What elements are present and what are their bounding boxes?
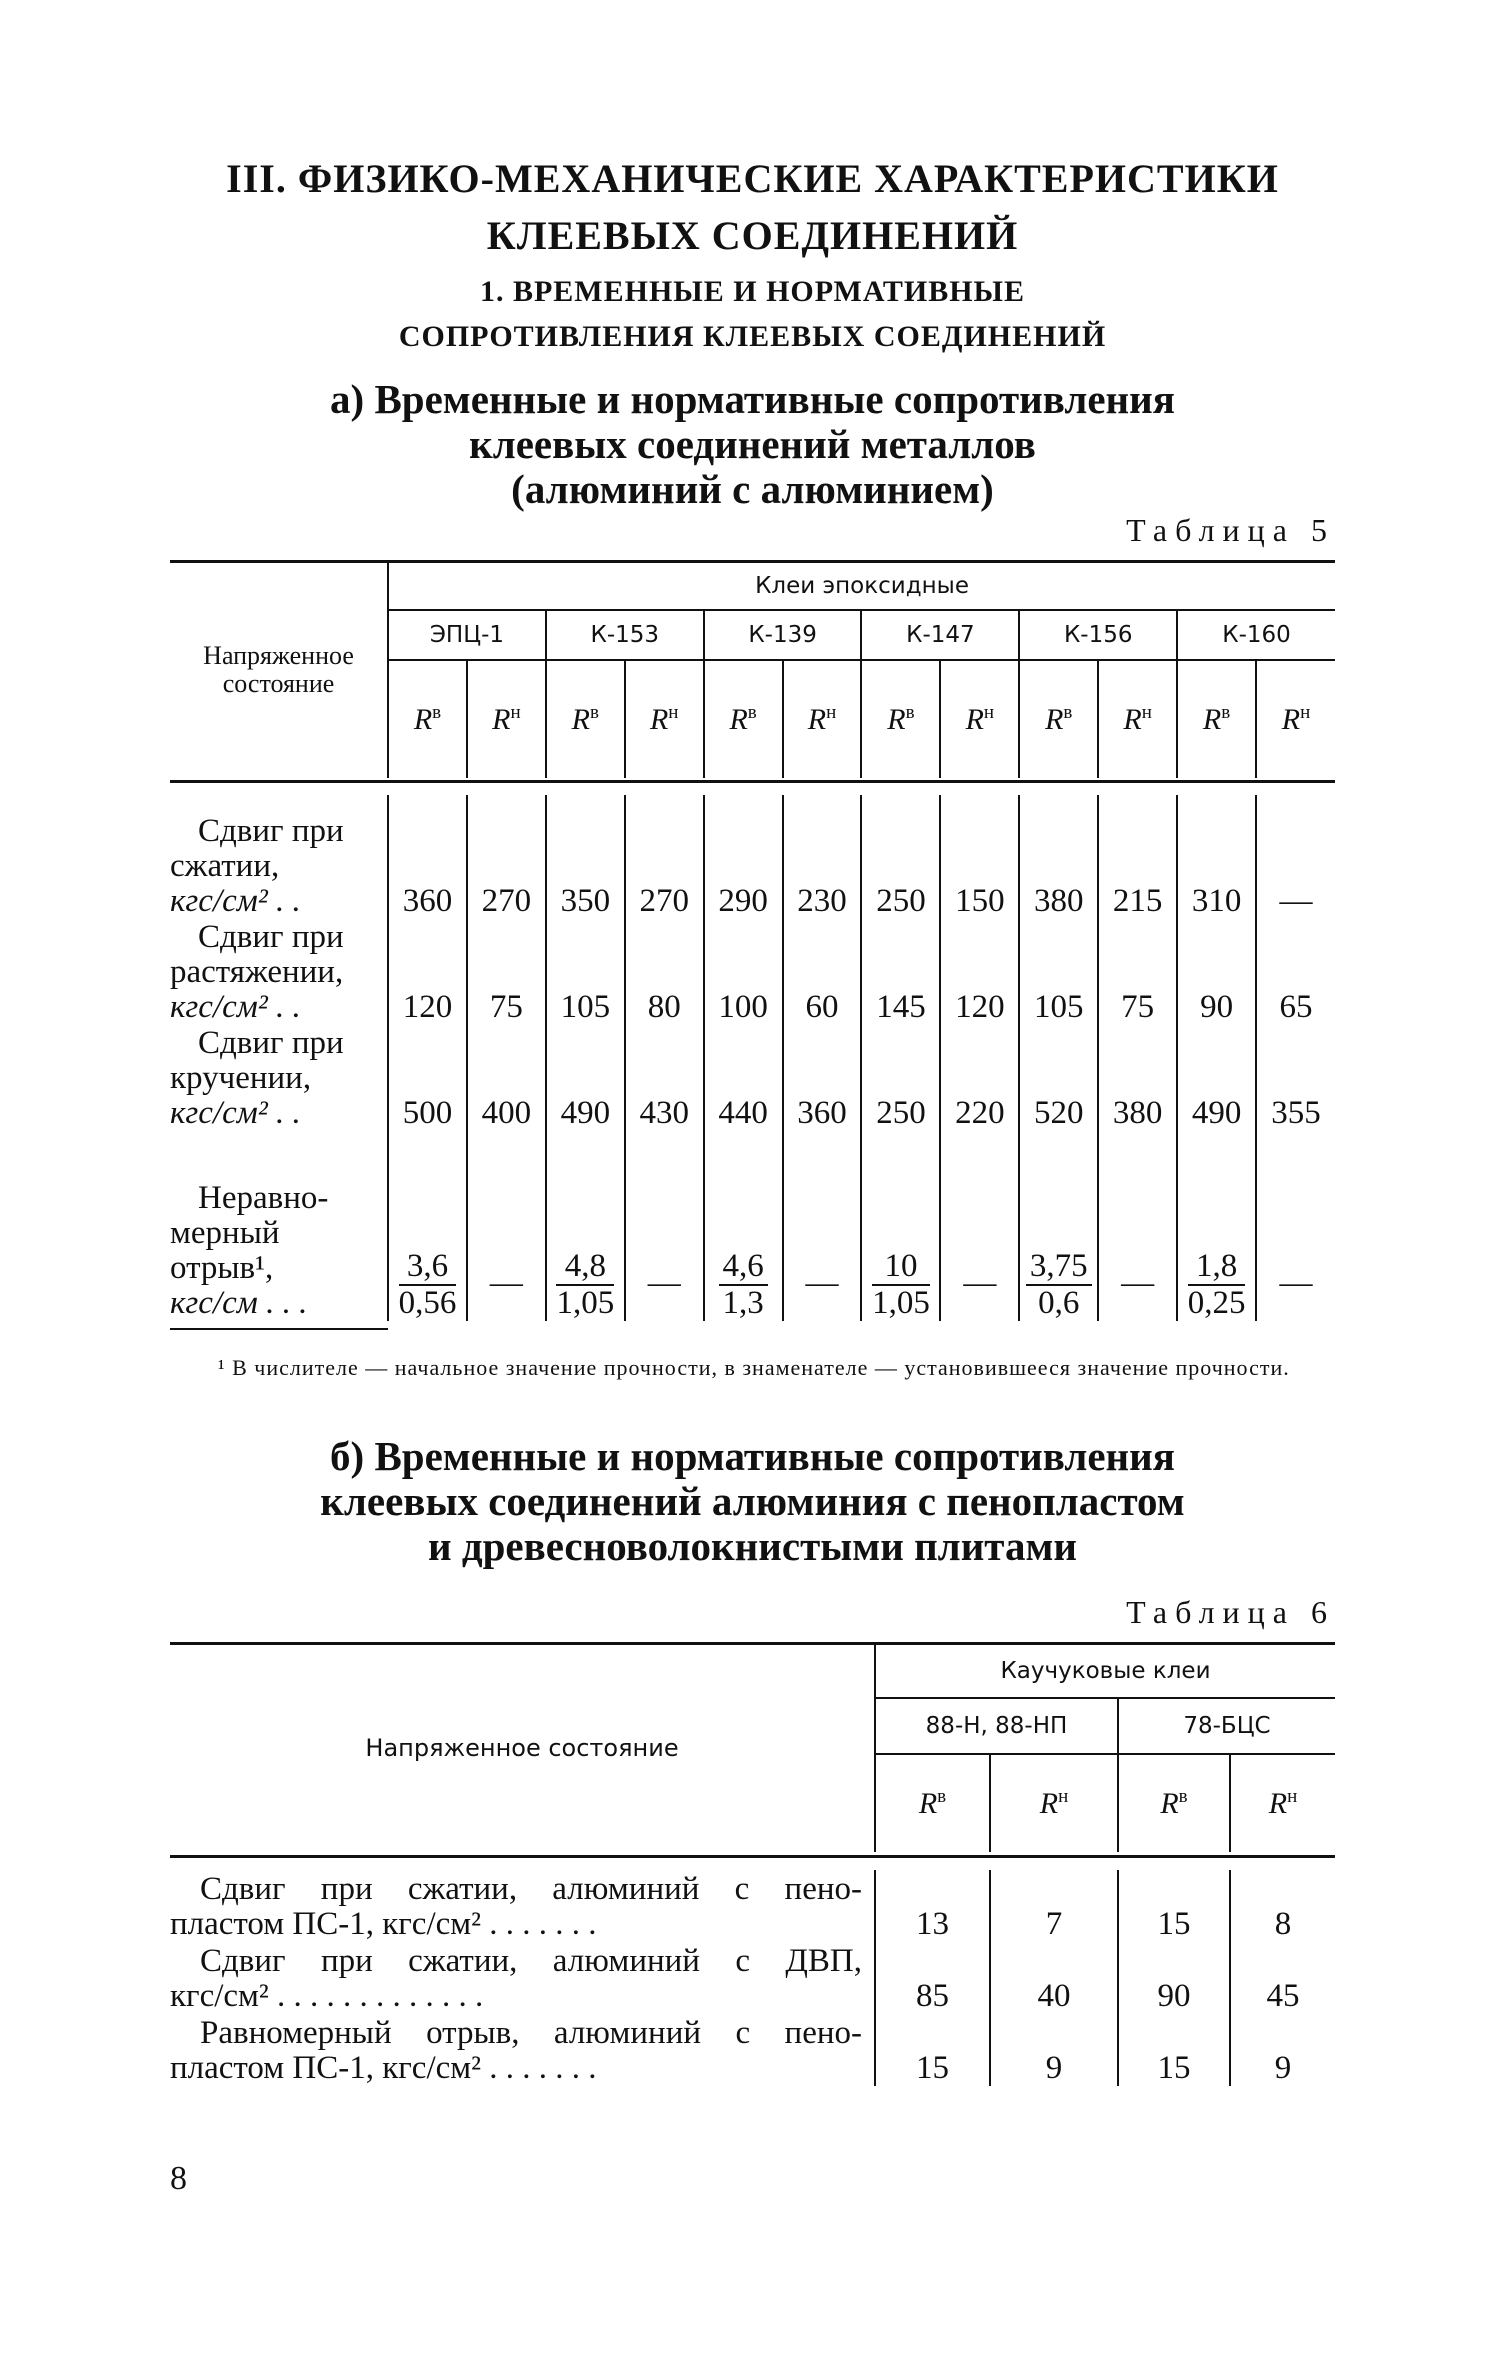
denominator: 0,56 [398, 1285, 457, 1321]
row-label-line: пластом ПС-1, кгс/см² . . . . . . . [170, 2050, 597, 2086]
r-letter: R [1039, 1787, 1059, 1820]
r-superscript: в [937, 1786, 947, 1807]
denominator: 0,6 [1038, 1285, 1080, 1321]
table-cell: 15 [875, 2014, 990, 2086]
denominator: 1,05 [556, 1285, 615, 1321]
table6-group-header: Каучуковые клеи [875, 1644, 1335, 1698]
row-label-line: кгс/см . . . [170, 1285, 308, 1321]
table-row [170, 1025, 1335, 1131]
table-cell: 520 [1019, 1025, 1098, 1131]
numerator: 1,8 [1188, 1249, 1246, 1286]
r-superscript: в [432, 702, 442, 723]
r-letter: R [413, 703, 433, 736]
table-row [170, 1942, 1335, 2014]
table-cell: — [940, 1131, 1019, 1321]
row-label-line: Сдвиг при [198, 813, 344, 849]
table-cell: 360 [783, 1025, 862, 1131]
r-superscript: н [1058, 1786, 1069, 1807]
row-label-line: мерный [170, 1215, 280, 1251]
row-label-line: сжатии, [170, 848, 280, 884]
r-superscript: в [589, 702, 599, 723]
table5-bottom-rule [170, 1328, 388, 1330]
r-superscript: в [747, 702, 757, 723]
table-cell: 270 [625, 795, 704, 919]
r-letter: R [1160, 1787, 1179, 1820]
table-cell: 400 [467, 1025, 546, 1131]
table5-glue-header: К-160 [1177, 610, 1335, 660]
table5-body [170, 795, 1335, 1321]
table6-header-rule [170, 1855, 1335, 1858]
table-cell: — [1256, 795, 1335, 919]
table-cell: 60 [783, 919, 862, 1025]
row-label-line: кгс/см² . . [170, 883, 301, 919]
table5-glue-header: К-139 [704, 610, 862, 660]
r-letter: R [965, 703, 984, 736]
numerator: 4,6 [719, 1249, 768, 1286]
table6-row-header: Напряженное состояние [365, 1734, 679, 1762]
table-cell: 75 [1098, 919, 1177, 1025]
subsection-b-line2: клеевых соединений алюминия с пенопластом [320, 1478, 1185, 1524]
row-label-line: пластом ПС-1, кгс/см² . . . . . . . [170, 1906, 597, 1942]
table5-header-rule [170, 780, 1335, 783]
table-cell: 500 [388, 1025, 467, 1131]
row-label [170, 1131, 388, 1321]
r-letter: R [918, 1787, 938, 1820]
row-label-line: кгс/см² . . [170, 989, 301, 1025]
r-symbol-header [625, 660, 704, 778]
table-cell: 430 [625, 1025, 704, 1131]
row-label-line: Неравно- [198, 1180, 329, 1216]
table-cell: 490 [1177, 1025, 1256, 1131]
numerator: 10 [872, 1249, 930, 1286]
fraction [719, 1249, 768, 1321]
row-label [170, 919, 388, 1025]
table-cell: 45 [1230, 1942, 1335, 2014]
denominator: 1,3 [722, 1285, 764, 1321]
row-label-line: Равномерный отрыв, алюминий с пено- [200, 2015, 862, 2051]
subsection-b-line1: б) Временные и нормативные сопротивления [330, 1433, 1175, 1479]
fraction-cell [1019, 1131, 1098, 1321]
table-cell: 80 [625, 919, 704, 1025]
r-letter: R [649, 703, 669, 736]
table-row [170, 1870, 1335, 1942]
numerator: 3,75 [1026, 1249, 1092, 1286]
table-cell: 290 [704, 795, 783, 919]
table-cell: 150 [940, 795, 1019, 919]
row-label [170, 2014, 875, 2086]
row-label [170, 1942, 875, 2014]
table-cell: 65 [1256, 919, 1335, 1025]
table-cell: 7 [990, 1870, 1118, 1942]
r-superscript: в [1221, 702, 1231, 723]
r-symbol-header [1118, 1754, 1230, 1852]
row-label-line: отрыв¹, [170, 1250, 274, 1286]
r-symbol-header [546, 660, 625, 778]
r-superscript: н [1141, 702, 1152, 723]
table-cell: 440 [704, 1025, 783, 1131]
table-cell: 100 [704, 919, 783, 1025]
table-cell: 105 [1019, 919, 1098, 1025]
row-label-line: кгс/см² . . [170, 1095, 301, 1131]
table-cell: 220 [940, 1025, 1019, 1131]
row-header-text: Напряженное состояние [203, 641, 354, 698]
r-superscript: н [1300, 702, 1311, 723]
r-symbol-header [704, 660, 783, 778]
r-symbol-header [1177, 660, 1256, 778]
row-label-line: Сдвиг при сжатии, алюминий с пено- [200, 1871, 862, 1907]
subsection-a-line1: а) Временные и нормативные сопротивления [330, 376, 1175, 422]
table6-label: Таблица 6 [1126, 1594, 1335, 1630]
table5-footnote: ¹ В числителе — начальное значение прочности, в знаменателе — установившееся значение прочности. [218, 1355, 1290, 1380]
page-number: 8 [170, 2160, 187, 2197]
r-letter: R [807, 703, 827, 736]
table-cell: 8 [1230, 1870, 1335, 1942]
subsection-b-line3: и древесноволокнистыми плитами [427, 1523, 1078, 1569]
r-letter: R [1123, 703, 1142, 736]
table-cell: 230 [783, 795, 862, 919]
r-letter: R [1045, 703, 1064, 736]
table-cell: 90 [1118, 1942, 1230, 2014]
r-symbol-header [467, 660, 546, 778]
r-superscript: н [668, 702, 679, 723]
table6-glue-header: 88-Н, 88-НП [875, 1698, 1118, 1754]
r-superscript: н [826, 702, 837, 723]
row-label [170, 1870, 875, 1942]
table-cell: 355 [1256, 1025, 1335, 1131]
table-cell: 120 [940, 919, 1019, 1025]
table5-group-header: Клеи эпоксидные [388, 562, 1335, 610]
table-cell: 250 [861, 795, 940, 919]
table-cell: 270 [467, 795, 546, 919]
table-row [170, 919, 1335, 1025]
denominator: 0,25 [1187, 1285, 1246, 1321]
table5-glue-header: К-147 [861, 610, 1019, 660]
r-superscript: н [510, 702, 521, 723]
fraction-cell [704, 1131, 783, 1321]
table5-glue-header: ЭПЦ-1 [388, 610, 546, 660]
r-symbol-header [388, 660, 467, 778]
table-row [170, 795, 1335, 919]
row-label-line: Сдвиг при сжатии, алюминий с ДВП, [200, 1943, 862, 1979]
row-label-line: кручении, [170, 1060, 312, 1096]
table-cell: 350 [546, 795, 625, 919]
table-cell: 380 [1098, 1025, 1177, 1131]
table-cell: 13 [875, 1870, 990, 1942]
subsection-a-line3: (алюминий с алюминием) [511, 466, 994, 512]
section-heading-line1: 1. ВРЕМЕННЫЕ И НОРМАТИВНЫЕ [479, 275, 1026, 308]
r-letter: R [492, 703, 511, 736]
table-cell: 90 [1177, 919, 1256, 1025]
denominator: 1,05 [872, 1285, 930, 1321]
r-symbol-header [990, 1754, 1118, 1852]
table-cell: 105 [546, 919, 625, 1025]
r-symbol-header [861, 660, 940, 778]
r-symbol-header [940, 660, 1019, 778]
table-cell: — [783, 1131, 862, 1321]
r-symbol-header [1256, 660, 1335, 778]
r-superscript: н [983, 702, 995, 723]
table-cell: 9 [990, 2014, 1118, 2086]
table-row [170, 1131, 1335, 1321]
table-row [170, 2014, 1335, 2086]
fraction-cell [861, 1131, 940, 1321]
table-cell: 15 [1118, 1870, 1230, 1942]
table-cell: 310 [1177, 795, 1256, 919]
r-letter: R [887, 703, 906, 736]
row-label-line: Сдвиг при [198, 919, 344, 955]
table-cell: 9 [1230, 2014, 1335, 2086]
fraction-cell [546, 1131, 625, 1321]
row-label-line: кгс/см² . . . . . . . . . . . . . [170, 1978, 484, 2014]
r-superscript: в [1178, 1786, 1188, 1807]
chapter-heading-line1: III. ФИЗИКО-МЕХАНИЧЕСКИЕ ХАРАКТЕРИСТИКИ [226, 156, 1279, 201]
table-cell: 250 [861, 1025, 940, 1131]
fraction [399, 1249, 457, 1321]
table-cell: 40 [990, 1942, 1118, 2014]
r-symbol-header [1019, 660, 1098, 778]
table-cell: 145 [861, 919, 940, 1025]
fraction [1026, 1249, 1092, 1321]
table-cell: — [467, 1131, 546, 1321]
numerator: 3,6 [399, 1249, 457, 1286]
table6-body [170, 1870, 1335, 2086]
r-letter: R [1268, 1787, 1288, 1820]
table6 [170, 1644, 1335, 1852]
table-cell: 215 [1098, 795, 1177, 919]
fraction-cell [388, 1131, 467, 1321]
r-symbol-header [875, 1754, 990, 1852]
fraction-cell [1177, 1131, 1256, 1321]
r-symbol-header [1230, 1754, 1335, 1852]
r-superscript: н [1287, 1786, 1298, 1807]
table5-label: Таблица 5 [1126, 512, 1335, 548]
table-cell: 490 [546, 1025, 625, 1131]
row-label [170, 795, 388, 919]
fraction [872, 1249, 930, 1321]
row-label-line: растяжении, [170, 954, 344, 990]
table-cell: 85 [875, 1942, 990, 2014]
r-letter: R [1281, 703, 1301, 736]
r-superscript: в [1063, 702, 1073, 723]
chapter-heading-line2: КЛЕЕВЫХ СОЕДИНЕНИЙ [486, 213, 1019, 258]
r-symbol-header [783, 660, 862, 778]
table-cell: 75 [467, 919, 546, 1025]
r-letter: R [571, 703, 590, 736]
row-label [170, 1025, 388, 1131]
table5-glue-header: К-153 [546, 610, 704, 660]
r-letter: R [729, 703, 748, 736]
table-cell: — [625, 1131, 704, 1321]
table-cell: 15 [1118, 2014, 1230, 2086]
fraction [1188, 1249, 1246, 1321]
table-cell: — [1098, 1131, 1177, 1321]
table5-row-header [170, 562, 388, 778]
table-cell: 360 [388, 795, 467, 919]
table5 [170, 562, 1335, 778]
table5-glue-header: К-156 [1019, 610, 1177, 660]
numerator: 4,8 [556, 1249, 614, 1286]
table-cell: 380 [1019, 795, 1098, 919]
subsection-a-line2: клеевых соединений металлов [469, 421, 1036, 467]
r-symbol-header [1098, 660, 1177, 778]
table6-glue-header: 78-БЦС [1118, 1698, 1335, 1754]
r-letter: R [1202, 703, 1222, 736]
table-cell: 120 [388, 919, 467, 1025]
table-cell: — [1256, 1131, 1335, 1321]
r-superscript: в [905, 702, 915, 723]
row-label-line: Сдвиг при [198, 1025, 344, 1061]
fraction [556, 1249, 614, 1321]
section-heading-line2: СОПРОТИВЛЕНИЯ КЛЕЕВЫХ СОЕДИНЕНИЙ [398, 320, 1107, 353]
